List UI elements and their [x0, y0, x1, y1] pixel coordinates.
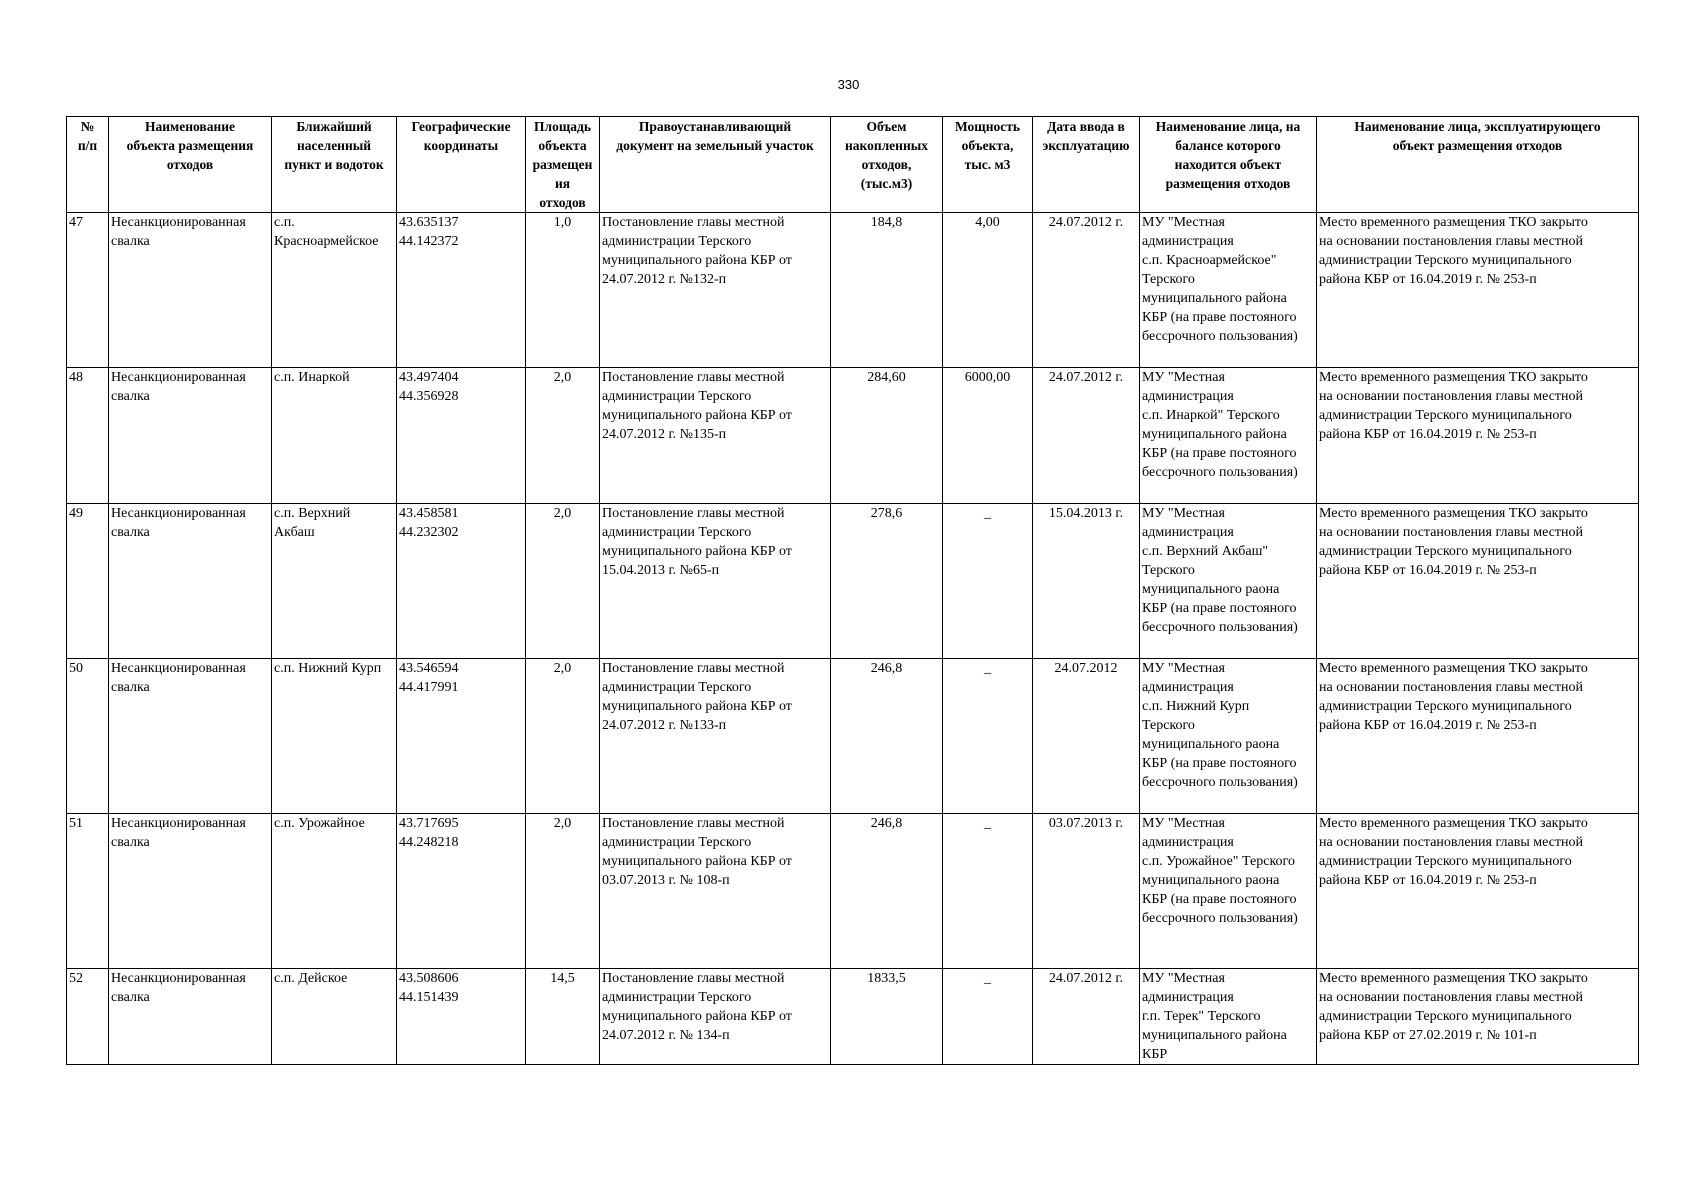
- cell-line: района КБР от 16.04.2019 г. № 253-п: [1319, 718, 1537, 733]
- cell-document: [600, 659, 831, 814]
- cell-line: на основании постановления главы местной: [1319, 835, 1583, 850]
- table-row: [67, 969, 1639, 1065]
- cell-line: района КБР от 16.04.2019 г. № 253-п: [1319, 272, 1537, 287]
- cell-line: администрации Терского: [602, 525, 752, 540]
- cell-line: Место временного размещения ТКО закрыто: [1319, 816, 1588, 831]
- header-line: отходов: [166, 157, 214, 172]
- cell-line: администрации Терского муниципального: [1319, 544, 1572, 559]
- cell-settlement: [272, 213, 397, 368]
- cell-line: 44.142372: [399, 234, 459, 249]
- cell-line: свалка: [111, 234, 150, 249]
- cell-capacity: _: [943, 659, 1033, 814]
- cell-line: Постановление главы местной: [602, 370, 785, 385]
- header-document: [600, 117, 831, 213]
- cell-line: свалка: [111, 990, 150, 1005]
- cell-commission-date: 24.07.2012 г.: [1033, 213, 1140, 368]
- table-row: [67, 368, 1639, 504]
- cell-line: Место временного размещения ТКО закрыто: [1319, 506, 1588, 521]
- cell-settlement: [272, 504, 397, 659]
- cell-operator: [1317, 213, 1639, 368]
- cell-line: КБР: [1142, 1047, 1168, 1062]
- cell-line: Терского: [1142, 718, 1195, 733]
- cell-line: Красноармейское: [274, 234, 379, 249]
- cell-commission-date: 03.07.2013 г.: [1033, 814, 1140, 969]
- cell-line: администрация: [1142, 990, 1234, 1005]
- cell-line: на основании постановления главы местной: [1319, 680, 1583, 695]
- header-line: пункт и водоток: [284, 157, 384, 172]
- header-line: ия: [554, 176, 571, 191]
- cell-line: Постановление главы местной: [602, 816, 785, 831]
- cell-object-name: [109, 969, 272, 1065]
- cell-line: 43.458581: [399, 506, 459, 521]
- cell-number: 47: [67, 213, 109, 368]
- cell-document: [600, 814, 831, 969]
- header-line: размещен: [532, 157, 593, 172]
- cell-operator: [1317, 659, 1639, 814]
- cell-line: Несанкционированная: [111, 661, 246, 676]
- cell-line: с.п. Нижний Курп: [1142, 699, 1250, 714]
- header-commission-date: [1033, 117, 1140, 213]
- header-line: балансе которого: [1175, 138, 1281, 153]
- cell-document: [600, 504, 831, 659]
- cell-line: администрации Терского: [602, 835, 752, 850]
- cell-line: администрации Терского муниципального: [1319, 408, 1572, 423]
- cell-line: бессрочного пользования): [1142, 465, 1298, 480]
- cell-commission-date: 24.07.2012 г.: [1033, 969, 1140, 1065]
- cell-line: муниципального района: [1142, 1028, 1287, 1043]
- cell-line: муниципального района: [1142, 427, 1287, 442]
- header-line: Мощность: [954, 119, 1020, 134]
- header-line: накопленных: [844, 138, 929, 153]
- cell-line: 24.07.2012 г. №135-п: [602, 427, 727, 442]
- header-capacity: [943, 117, 1033, 213]
- header-line: (тыс.м3): [860, 176, 913, 191]
- cell-line: муниципального района КБР от: [602, 544, 792, 559]
- header-line: находится объект: [1174, 157, 1282, 172]
- header-line: Наименование: [145, 119, 235, 134]
- cell-settlement: [272, 814, 397, 969]
- cell-area: 14,5: [526, 969, 600, 1065]
- cell-document: [600, 969, 831, 1065]
- cell-operator: [1317, 969, 1639, 1065]
- cell-line: Постановление главы местной: [602, 661, 785, 676]
- cell-line: с.п. Инаркой: [274, 370, 350, 385]
- cell-number: 51: [67, 814, 109, 969]
- cell-line: МУ "Местная: [1142, 370, 1225, 385]
- cell-settlement: [272, 969, 397, 1065]
- cell-line: свалка: [111, 389, 150, 404]
- cell-line: муниципального раона: [1142, 582, 1280, 597]
- cell-line: с.п. Верхний Акбаш": [1142, 544, 1269, 559]
- cell-coordinates: [397, 504, 526, 659]
- cell-line: бессрочного пользования): [1142, 620, 1298, 635]
- cell-line: КБР (на праве постояного: [1142, 446, 1297, 461]
- cell-line: Несанкционированная: [111, 816, 246, 831]
- cell-line: МУ "Местная: [1142, 506, 1225, 521]
- cell-line: Несанкционированная: [111, 215, 246, 230]
- cell-line: 24.07.2012 г. №133-п: [602, 718, 727, 733]
- cell-line: администрации Терского муниципального: [1319, 699, 1572, 714]
- cell-commission-date: 24.07.2012: [1033, 659, 1140, 814]
- cell-line: свалка: [111, 680, 150, 695]
- header-operator: [1317, 117, 1639, 213]
- cell-line: администрация: [1142, 680, 1234, 695]
- header-line: Наименование лица, на: [1155, 119, 1301, 134]
- cell-line: муниципального района КБР от: [602, 408, 792, 423]
- cell-line: на основании постановления главы местной: [1319, 234, 1583, 249]
- cell-volume: 246,8: [831, 659, 943, 814]
- cell-line: на основании постановления главы местной: [1319, 525, 1583, 540]
- cell-object-name: [109, 659, 272, 814]
- cell-volume: 278,6: [831, 504, 943, 659]
- cell-line: свалка: [111, 525, 150, 540]
- header-coordinates: [397, 117, 526, 213]
- cell-operator: [1317, 504, 1639, 659]
- cell-volume: 184,8: [831, 213, 943, 368]
- header-line: Наименование лица, эксплуатирующего: [1354, 119, 1601, 134]
- cell-line: 44.232302: [399, 525, 459, 540]
- header-line: Географические: [411, 119, 511, 134]
- cell-area: 2,0: [526, 368, 600, 504]
- cell-line: 44.356928: [399, 389, 459, 404]
- cell-line: 43.497404: [399, 370, 459, 385]
- cell-line: муниципального района КБР от: [602, 699, 792, 714]
- cell-line: Место временного размещения ТКО закрыто: [1319, 370, 1588, 385]
- cell-line: Место временного размещения ТКО закрыто: [1319, 971, 1588, 986]
- cell-line: района КБР от 16.04.2019 г. № 253-п: [1319, 563, 1537, 578]
- cell-line: 43.546594: [399, 661, 459, 676]
- cell-balance-holder: [1140, 659, 1317, 814]
- cell-capacity: _: [943, 504, 1033, 659]
- cell-line: администрация: [1142, 234, 1234, 249]
- cell-line: бессрочного пользования): [1142, 329, 1298, 344]
- cell-line: муниципального района КБР от: [602, 1009, 792, 1024]
- table-header-row: [67, 117, 1639, 213]
- cell-line: Терского: [1142, 563, 1195, 578]
- cell-line: 15.04.2013 г. №65-п: [602, 563, 720, 578]
- cell-commission-date: 15.04.2013 г.: [1033, 504, 1140, 659]
- cell-line: администрация: [1142, 835, 1234, 850]
- cell-line: администрации Терского муниципального: [1319, 253, 1572, 268]
- cell-line: КБР (на праве постояного: [1142, 310, 1297, 325]
- cell-line: 43.508606: [399, 971, 459, 986]
- cell-document: [600, 213, 831, 368]
- cell-line: с.п. Урожайное" Терского: [1142, 854, 1295, 869]
- table-row: [67, 659, 1639, 814]
- cell-line: муниципального района КБР от: [602, 854, 792, 869]
- cell-line: на основании постановления главы местной: [1319, 990, 1583, 1005]
- cell-line: муниципального раона: [1142, 737, 1280, 752]
- cell-coordinates: [397, 659, 526, 814]
- cell-line: муниципального района: [1142, 291, 1287, 306]
- cell-line: района КБР от 16.04.2019 г. № 253-п: [1319, 873, 1537, 888]
- cell-line: с.п. Нижний Курп: [274, 661, 382, 676]
- cell-number: 52: [67, 969, 109, 1065]
- cell-object-name: [109, 814, 272, 969]
- cell-line: района КБР от 27.02.2019 г. № 101-п: [1319, 1028, 1537, 1043]
- header-line: объекта: [538, 138, 587, 153]
- cell-line: КБР (на праве постояного: [1142, 892, 1297, 907]
- cell-line: Несанкционированная: [111, 506, 246, 521]
- cell-line: 24.07.2012 г. №132-п: [602, 272, 727, 287]
- header-balance-holder: [1140, 117, 1317, 213]
- cell-balance-holder: [1140, 504, 1317, 659]
- cell-line: с.п. Дейское: [274, 971, 348, 986]
- cell-line: Акбаш: [274, 525, 315, 540]
- cell-number: 50: [67, 659, 109, 814]
- cell-coordinates: [397, 814, 526, 969]
- cell-settlement: [272, 368, 397, 504]
- page-number: 330: [837, 77, 860, 92]
- cell-line: МУ "Местная: [1142, 215, 1225, 230]
- cell-balance-holder: [1140, 814, 1317, 969]
- cell-line: свалка: [111, 835, 150, 850]
- cell-area: 2,0: [526, 659, 600, 814]
- cell-line: г.п. Терек" Терского: [1142, 1009, 1261, 1024]
- header-line: координаты: [423, 138, 499, 153]
- header-line: Ближайший: [296, 119, 372, 134]
- cell-settlement: [272, 659, 397, 814]
- cell-balance-holder: [1140, 213, 1317, 368]
- cell-line: с.п. Верхний: [274, 506, 351, 521]
- header-line: отходов: [539, 195, 586, 210]
- cell-line: с.п. Красноармейское": [1142, 253, 1277, 268]
- cell-line: с.п.: [274, 215, 295, 230]
- cell-line: Место временного размещения ТКО закрыто: [1319, 215, 1588, 230]
- header-line: Площадь: [534, 119, 591, 134]
- cell-capacity: 6000,00: [943, 368, 1033, 504]
- cell-line: КБР (на праве постояного: [1142, 756, 1297, 771]
- table-body: [67, 213, 1639, 1065]
- cell-coordinates: [397, 213, 526, 368]
- cell-coordinates: [397, 368, 526, 504]
- cell-line: 03.07.2013 г. № 108-п: [602, 873, 730, 888]
- cell-capacity: 4,00: [943, 213, 1033, 368]
- cell-line: Несанкционированная: [111, 971, 246, 986]
- header-line: документ на земельный участок: [616, 138, 814, 153]
- header-volume: [831, 117, 943, 213]
- header-line: размещения отходов: [1165, 176, 1291, 191]
- cell-line: администрации Терского: [602, 680, 752, 695]
- cell-area: 1,0: [526, 213, 600, 368]
- cell-object-name: [109, 504, 272, 659]
- table-row: [67, 213, 1639, 368]
- cell-line: 43.635137: [399, 215, 459, 230]
- header-line: эксплуатацию: [1042, 138, 1130, 153]
- table-row: [67, 814, 1639, 969]
- cell-balance-holder: [1140, 969, 1317, 1065]
- cell-volume: 246,8: [831, 814, 943, 969]
- cell-line: с.п. Инаркой" Терского: [1142, 408, 1280, 423]
- cell-area: 2,0: [526, 814, 600, 969]
- table-row: [67, 504, 1639, 659]
- cell-line: КБР (на праве постояного: [1142, 601, 1297, 616]
- header-line: объекта размещения: [126, 138, 254, 153]
- header-line: Дата ввода в: [1047, 119, 1125, 134]
- cell-volume: 284,60: [831, 368, 943, 504]
- header-line: объект размещения отходов: [1392, 138, 1563, 153]
- header-object-name: [109, 117, 272, 213]
- cell-line: на основании постановления главы местной: [1319, 389, 1583, 404]
- cell-line: администрация: [1142, 389, 1234, 404]
- cell-line: 44.151439: [399, 990, 459, 1005]
- cell-line: бессрочного пользования): [1142, 911, 1298, 926]
- cell-commission-date: 24.07.2012 г.: [1033, 368, 1140, 504]
- cell-line: с.п. Урожайное: [274, 816, 365, 831]
- header-number: [67, 117, 109, 213]
- cell-line: Несанкционированная: [111, 370, 246, 385]
- cell-line: муниципального района КБР от: [602, 253, 792, 268]
- header-line: объекта,: [961, 138, 1014, 153]
- cell-line: 24.07.2012 г. № 134-п: [602, 1028, 730, 1043]
- header-line: №: [80, 119, 95, 134]
- cell-line: Терского: [1142, 272, 1195, 287]
- cell-line: Постановление главы местной: [602, 971, 785, 986]
- cell-line: администрации Терского: [602, 234, 752, 249]
- cell-line: МУ "Местная: [1142, 661, 1225, 676]
- cell-line: МУ "Местная: [1142, 971, 1225, 986]
- cell-line: администрации Терского муниципального: [1319, 854, 1572, 869]
- cell-balance-holder: [1140, 368, 1317, 504]
- waste-sites-table: [66, 116, 1639, 1065]
- cell-volume: 1833,5: [831, 969, 943, 1065]
- cell-object-name: [109, 213, 272, 368]
- cell-operator: [1317, 368, 1639, 504]
- cell-line: администрация: [1142, 525, 1234, 540]
- header-line: населенный: [296, 138, 372, 153]
- cell-line: Постановление главы местной: [602, 506, 785, 521]
- cell-object-name: [109, 368, 272, 504]
- header-settlement: [272, 117, 397, 213]
- cell-line: Постановление главы местной: [602, 215, 785, 230]
- header-line: тыс. м3: [964, 157, 1011, 172]
- cell-line: бессрочного пользования): [1142, 775, 1298, 790]
- header-line: отходов,: [861, 157, 912, 172]
- cell-line: района КБР от 16.04.2019 г. № 253-п: [1319, 427, 1537, 442]
- cell-line: администрации Терского: [602, 389, 752, 404]
- cell-operator: [1317, 814, 1639, 969]
- header-line: Объем: [866, 119, 907, 134]
- cell-capacity: _: [943, 814, 1033, 969]
- cell-line: администрации Терского: [602, 990, 752, 1005]
- cell-line: 44.417991: [399, 680, 459, 695]
- cell-number: 48: [67, 368, 109, 504]
- cell-number: 49: [67, 504, 109, 659]
- cell-coordinates: [397, 969, 526, 1065]
- cell-line: МУ "Местная: [1142, 816, 1225, 831]
- cell-line: 44.248218: [399, 835, 459, 850]
- cell-line: муниципального раона: [1142, 873, 1280, 888]
- cell-capacity: _: [943, 969, 1033, 1065]
- cell-line: Место временного размещения ТКО закрыто: [1319, 661, 1588, 676]
- header-area: [526, 117, 600, 213]
- cell-line: администрации Терского муниципального: [1319, 1009, 1572, 1024]
- header-line: п/п: [77, 138, 98, 153]
- header-line: Правоустанавливающий: [638, 119, 792, 134]
- cell-line: 43.717695: [399, 816, 459, 831]
- cell-area: 2,0: [526, 504, 600, 659]
- cell-document: [600, 368, 831, 504]
